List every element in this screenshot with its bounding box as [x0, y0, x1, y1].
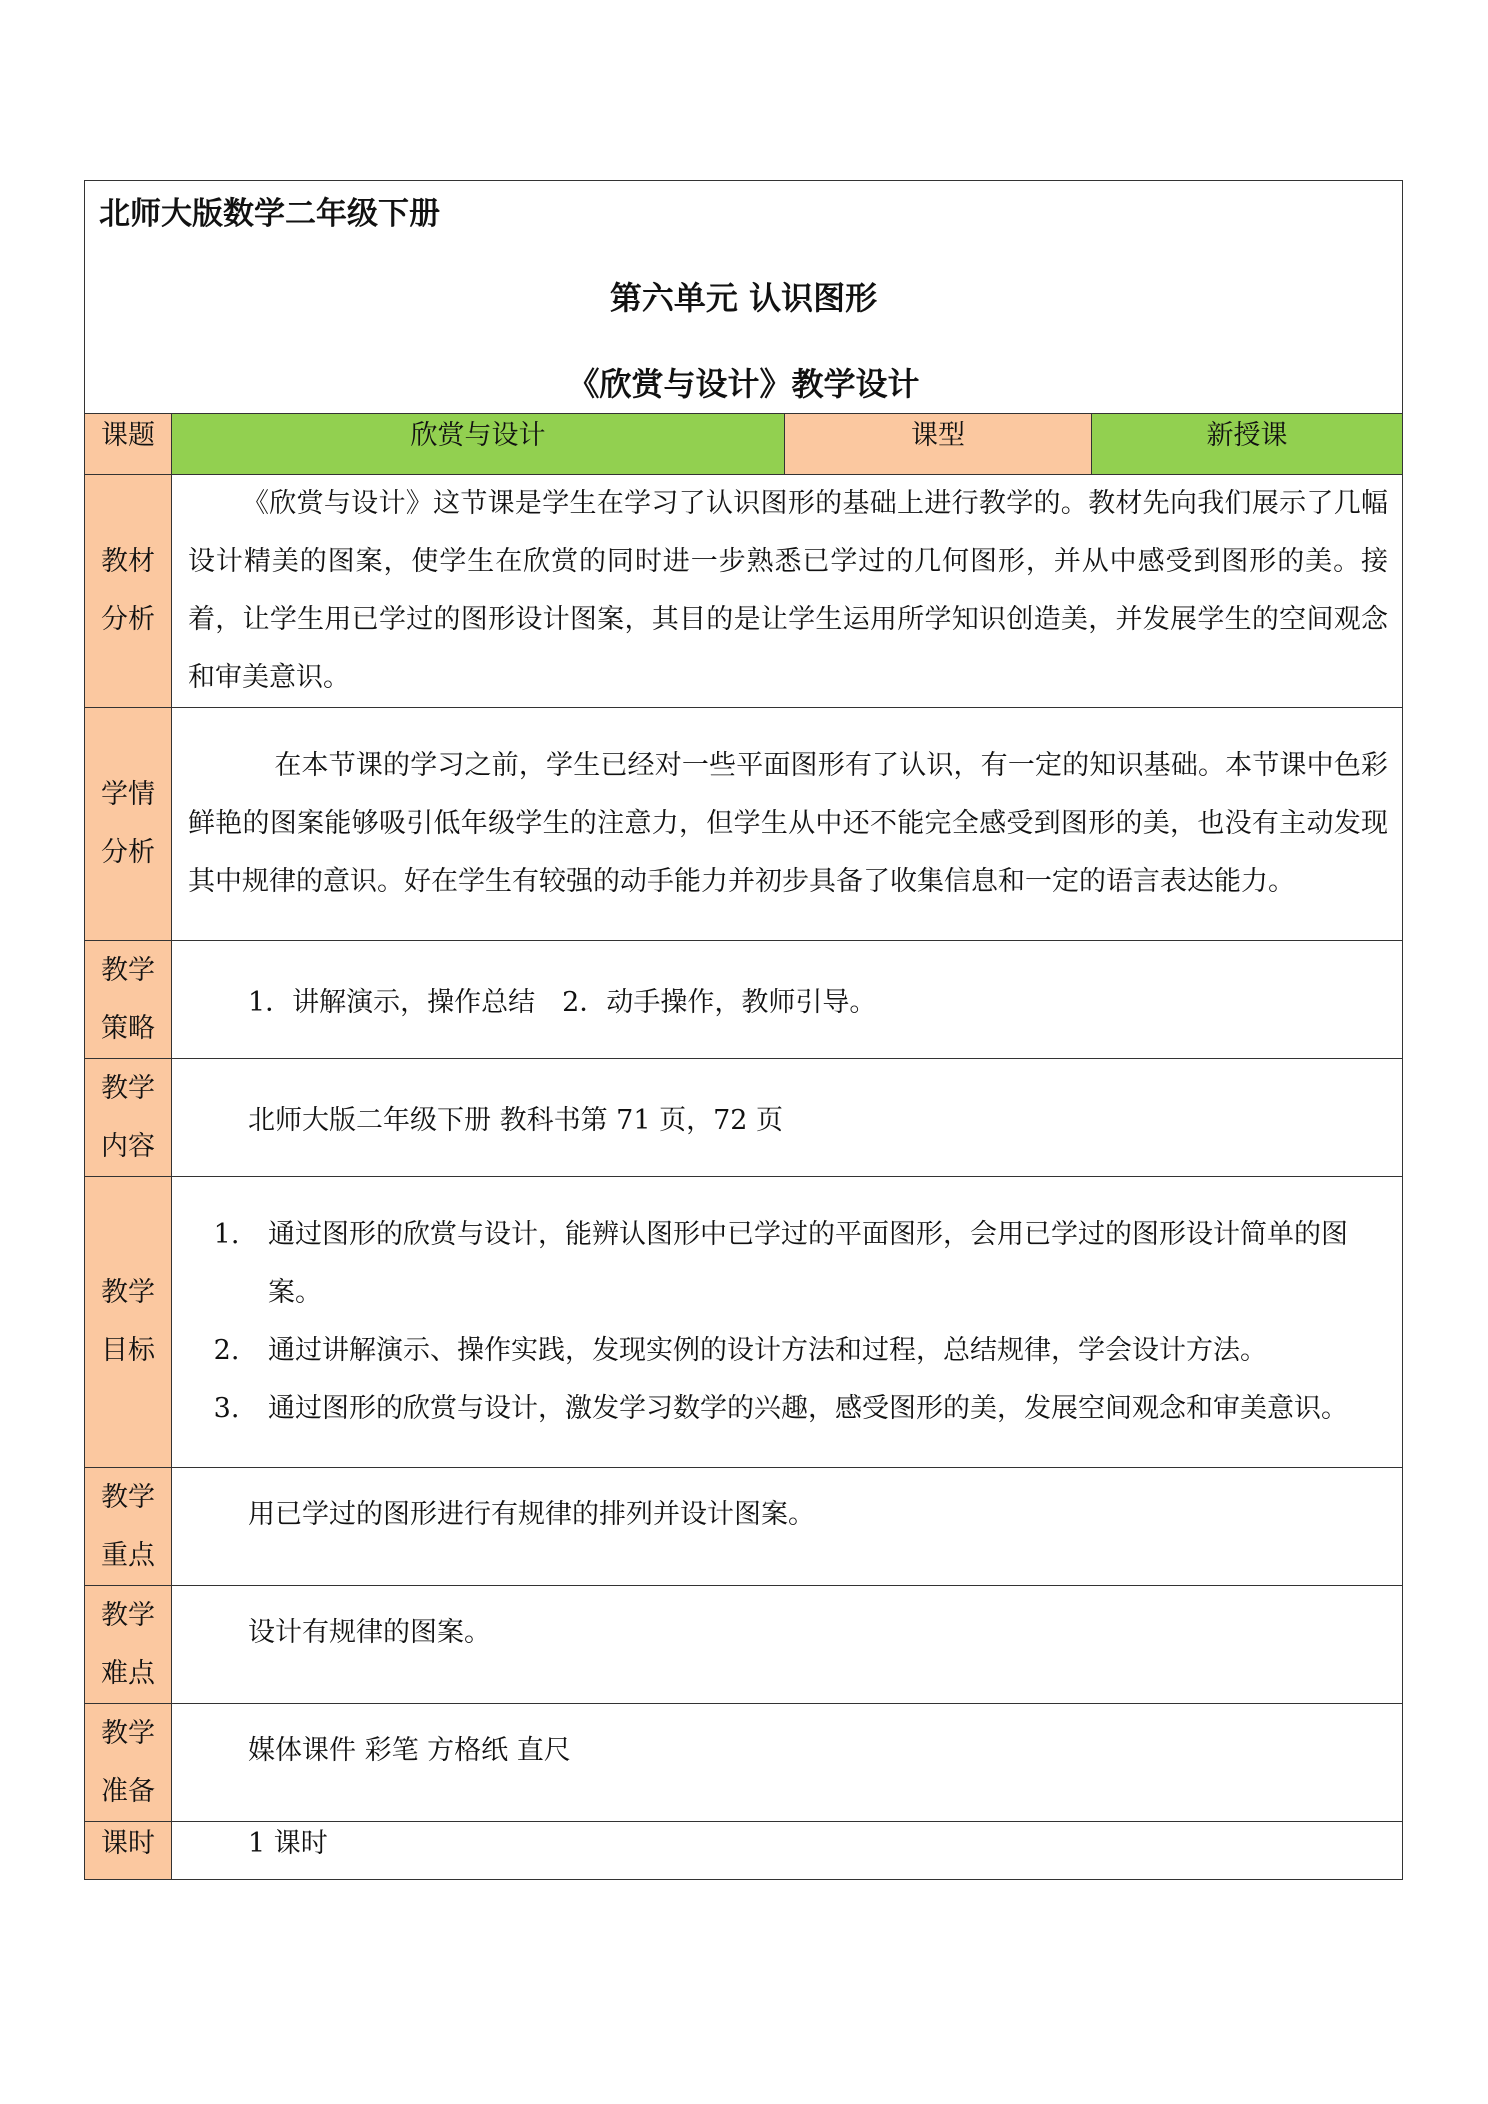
preparation-row — [85, 1704, 1403, 1822]
unit-title: 第六单元 认识图形 — [609, 279, 878, 317]
student-label — [85, 708, 172, 941]
strategy-label — [85, 941, 172, 1059]
goals-label — [85, 1177, 172, 1468]
topic-row — [85, 414, 1403, 475]
content-label — [85, 1059, 172, 1177]
content-text: 北师大版二年级下册 教科书第 71 页，72 页 — [172, 1059, 1403, 1177]
strategy-row — [85, 941, 1403, 1059]
preparation-label — [85, 1704, 172, 1822]
series-title: 北师大版数学二年级下册 — [99, 196, 440, 232]
goals-row — [85, 1177, 1403, 1468]
label-line: 学情 — [101, 779, 155, 810]
type-value: 新授课 — [1092, 414, 1403, 475]
difficulty-row — [85, 1586, 1403, 1704]
textbook-label — [85, 475, 172, 708]
goals-list — [172, 1200, 1402, 1444]
type-label: 课型 — [785, 414, 1092, 475]
lesson-plan-table — [84, 180, 1403, 1880]
goals-cell — [172, 1177, 1403, 1468]
label-line: 准备 — [101, 1775, 155, 1807]
difficulty-text: 设计有规律的图案。 — [172, 1586, 1403, 1704]
duration-row — [85, 1822, 1403, 1880]
label-line: 教学 — [101, 1072, 155, 1104]
header-row — [85, 181, 1403, 414]
topic-label: 课题 — [85, 414, 172, 475]
label-line: 内容 — [101, 1130, 155, 1162]
label-line: 教学 — [101, 1481, 155, 1513]
label-line: 教材 — [101, 546, 155, 577]
label-line: 分析 — [101, 604, 155, 635]
goal-item: 1. 通过图形的欣赏与设计，能辨认图形中已学过的平面图形，会用已学过的图形设计简单的图案。 — [248, 1206, 1390, 1322]
strategy-text: 1．讲解演示，操作总结 2．动手操作，教师引导。 — [172, 941, 1403, 1059]
key-point-row — [85, 1468, 1403, 1586]
label-line: 难点 — [101, 1657, 155, 1689]
key-point-label — [85, 1468, 172, 1586]
goal-item: 3. 通过图形的欣赏与设计，激发学习数学的兴趣，感受图形的美，发展空间观念和审美意识。 — [248, 1380, 1390, 1438]
label-line: 教学 — [101, 1599, 155, 1631]
label-line: 教学 — [101, 954, 155, 986]
label-line: 重点 — [101, 1539, 155, 1571]
label-line: 目标 — [101, 1335, 155, 1366]
student-analysis-text: 在本节课的学习之前，学生已经对一些平面图形有了认识，有一定的知识基础。本节课中色彩鲜艳的图案能够吸引低年级学生的注意力，但学生从中还不能完全感受到图形的美，也没有主动发现其中规律的意识。好在学生有较强的动手能力并初步具备了收集信息和一定的语言表达能力。 — [172, 708, 1403, 941]
header-cell — [85, 181, 1403, 414]
key-point-text: 用已学过的图形进行有规律的排列并设计图案。 — [172, 1468, 1403, 1586]
student-row — [85, 708, 1403, 941]
goal-item: 2. 通过讲解演示、操作实践，发现实例的设计方法和过程，总结规律，学会设计方法。 — [248, 1322, 1390, 1380]
label-line: 教学 — [101, 1717, 155, 1749]
label-line: 教学 — [101, 1277, 155, 1308]
preparation-text: 媒体课件 彩笔 方格纸 直尺 — [172, 1704, 1403, 1822]
textbook-row — [85, 475, 1403, 708]
duration-label: 课时 — [85, 1822, 172, 1880]
lesson-plan — [84, 180, 1402, 1880]
textbook-analysis-text: 《欣赏与设计》这节课是学生在学习了认识图形的基础上进行教学的。教材先向我们展示了几幅设计精美的图案，使学生在欣赏的同时进一步熟悉已学过的几何图形，并从中感受到图形的美。接着，让学生用已学过的图形设计图案，其目的是让学生运用所学知识创造美，并发展学生的空间观念和审美意识。 — [172, 475, 1403, 708]
label-line: 策略 — [101, 1012, 155, 1044]
lesson-title: 《欣赏与设计》教学设计 — [567, 365, 920, 403]
topic-value: 欣赏与设计 — [172, 414, 785, 475]
duration-text: 1 课时 — [172, 1822, 1403, 1880]
content-row — [85, 1059, 1403, 1177]
label-line: 分析 — [101, 837, 155, 868]
difficulty-label — [85, 1586, 172, 1704]
